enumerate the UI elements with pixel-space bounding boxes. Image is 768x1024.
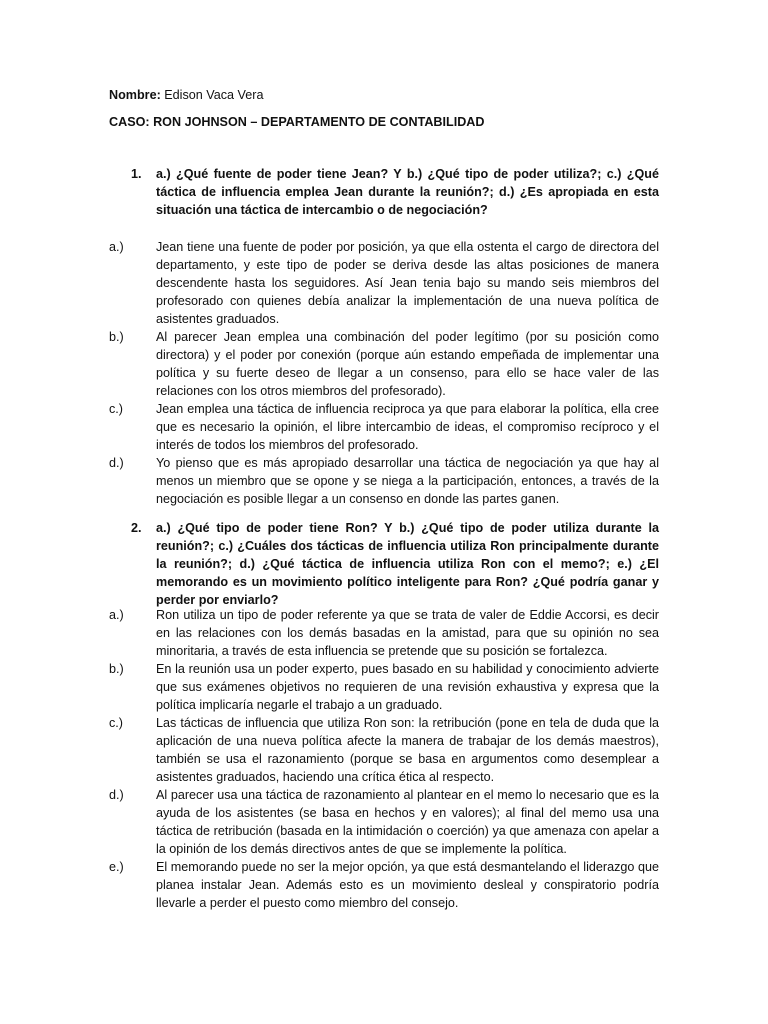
answer-item [109,238,659,328]
answer-text: Las tácticas de influencia que utiliza Ron son: la retribución (pone en tela de duda que la aplicación de una nueva política afecte la manera de trabajar de los demás maestros), también se usa el razonamiento (porque se basa en argumentos como desemplear a asistentes graduados, haciendo una crítica ética al respecto. [156,716,659,784]
answer-item [109,400,659,454]
answer-label: a.) [109,608,124,622]
answer-item [109,454,659,508]
answer-label: e.) [109,860,124,874]
answer-text: Ron utiliza un tipo de poder referente ya que se trata de valer de Eddie Accorsi, es decir en las relaciones con los demás basadas en la amistad, para que su opinión no sea minoritaria, a través de esta influencia se pretende que su posición se fortalezca. [156,608,659,658]
answer-label: b.) [109,330,124,344]
answer-label: d.) [109,456,124,470]
answer-text: El memorando puede no ser la mejor opción, ya que está desmantelando el liderazgo que planea instalar Jean. Además esto es un movimiento desleal y conspiratorio podría llevarle a perder el puesto como miembro del consejo. [156,860,659,910]
question-2 [131,519,659,609]
answer-item [109,714,659,786]
answer-text: Al parecer Jean emplea una combinación del poder legítimo (por su posición como directora) y el poder por conexión (porque aún estando empeñada de implementar una política y su fuerte deseo de llegar a un consenso, para ello se hace valer de las relaciones con los otros miembros del profesorado). [156,330,659,398]
question-text: a.) ¿Qué tipo de poder tiene Ron? Y b.) ¿Qué tipo de poder utiliza durante la reunión?; c.) ¿Cuáles dos tácticas de influencia utiliza Ron principalmente durante la reunión?; d.) ¿Qué táctica de influencia utiliza Ron con el memo?; e.) ¿El memorando es un movimiento político inteligente para Ron? ¿Qué podría ganar y perder por enviarlo? [156,521,659,607]
answer-text: Jean tiene una fuente de poder por posición, ya que ella ostenta el cargo de directora del departamento, y este tipo de poder se deriva desde las altas posiciones de manera descendente hasta los seguidores. Así Jean tenia bajo su mando seis miembros del profesorado con quienes debía analizar la implementación de una nueva política de asistentes graduados. [156,240,659,326]
answer-label: b.) [109,662,124,676]
answer-label: a.) [109,240,124,254]
answer-item [109,660,659,714]
question-number: 2. [131,521,142,535]
answer-text: Yo pienso que es más apropiado desarrollar una táctica de negociación ya que hay al menos un miembro que se opone y se niega a la participación, entonces, a través de la negociación es posible llegar a un consenso en donde las partes ganen. [156,456,659,506]
answers-question-1 [109,238,659,508]
answer-text: Al parecer usa una táctica de razonamiento al plantear en el memo lo necesario que es la ayuda de los asistentes (se basa en hechos y en valores); al final del memo usa una táctica de retribución (basada en la intimidación o coerción) ya que amenaza con apelar a la opinión de los demás directivos antes de que se implemente la política. [156,788,659,856]
answer-label: c.) [109,402,123,416]
student-name-line [109,86,669,104]
question-text: a.) ¿Qué fuente de poder tiene Jean? Y b.) ¿Qué tipo de poder utiliza?; c.) ¿Qué táctica de influencia emplea Jean durante la reunión?; d.) ¿Es apropiada en esta situación una táctica de intercambio o de negociación? [156,167,659,217]
answer-item [109,606,659,660]
answer-text: En la reunión usa un poder experto, pues basado en su habilidad y conocimiento advierte que sus exámenes objetivos no requieren de una revisión exhaustiva y expresa que la política implicaría negarle el trabajo a un graduado. [156,662,659,712]
answer-item [109,786,659,858]
answer-label: d.) [109,788,124,802]
answers-question-2 [109,606,659,912]
question-number: 1. [131,167,142,181]
answer-text: Jean emplea una táctica de influencia reciproca ya que para elaborar la política, ella cree que es necesario la opinión, el libre intercambio de ideas, el compromiso recíproco y el interés de todos los miembros del profesorado. [156,402,659,452]
name-label: Nombre: [109,88,161,102]
name-value: Edison Vaca Vera [164,88,264,102]
question-1 [131,165,659,219]
answer-item [109,858,659,912]
case-title: CASO: RON JOHNSON – DEPARTAMENTO DE CONTABILIDAD [109,115,485,129]
answer-label: c.) [109,716,123,730]
answer-item [109,328,659,400]
